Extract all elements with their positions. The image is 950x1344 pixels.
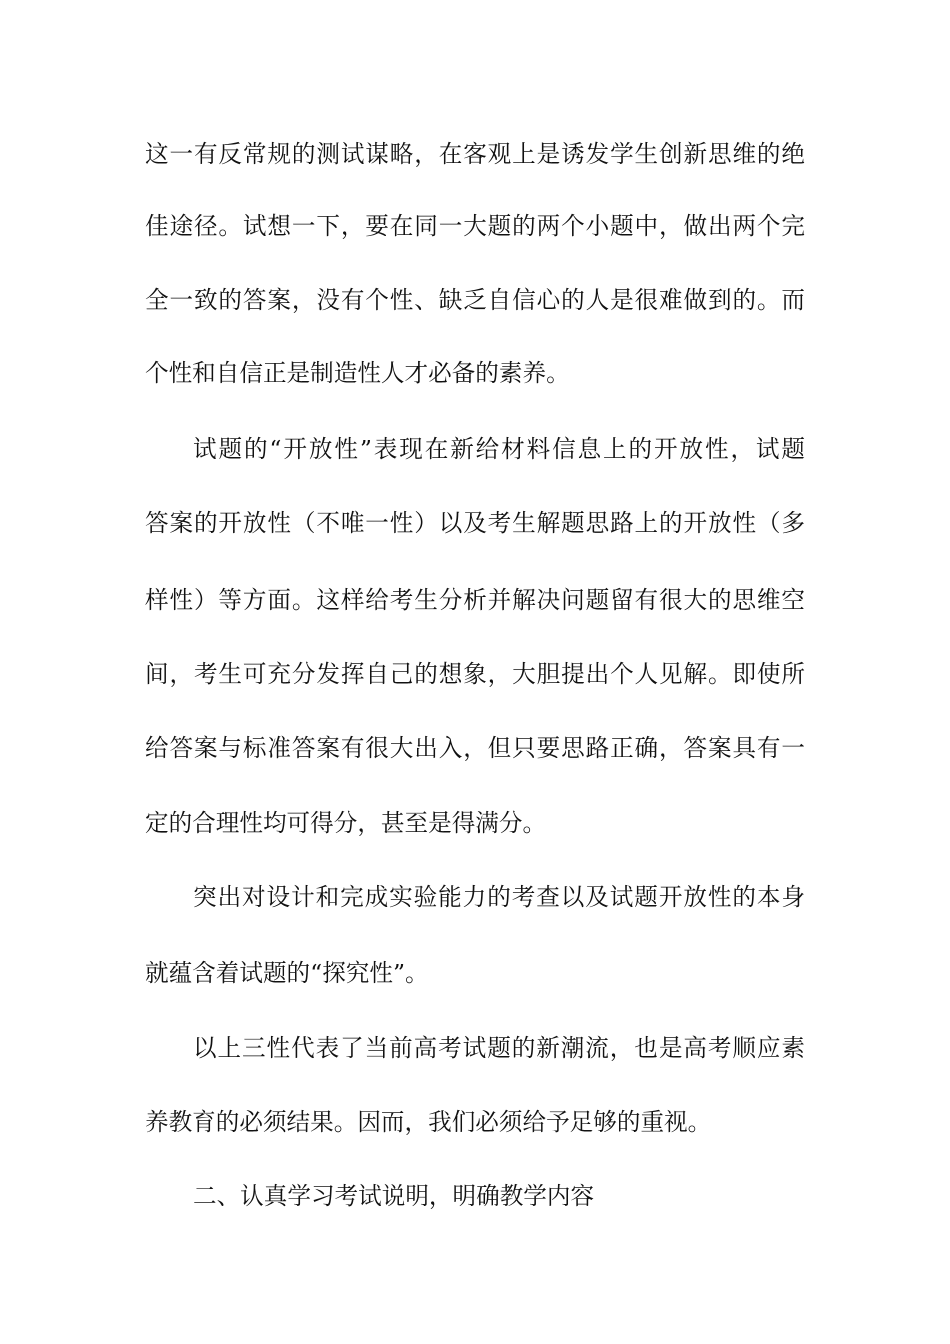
paragraph-1-line-3: 全一致的答案，没有个性、缺乏自信心的人是很难做到的。而: [145, 286, 805, 314]
paragraph-2-line-5: 给答案与标准答案有很大出入，但只要思路正确，答案具有一: [145, 734, 805, 762]
paragraph-3-line-2: 就蕴含着试题的“探究性”。: [145, 959, 429, 987]
paragraph-2-line-2: 答案的开放性（不唯一性）以及考生解题思路上的开放性（多: [145, 509, 805, 537]
paragraph-2-line-6: 定的合理性均可得分，甚至是得满分。: [145, 809, 547, 837]
paragraph-1-line-2: 佳途径。试想一下，要在同一大题的两个小题中，做出两个完: [145, 212, 805, 240]
paragraph-2-line-4: 间，考生可充分发挥自己的想象，大胆提出个人见解。即使所: [145, 660, 805, 688]
paragraph-2-line-1: 试题的“开放性”表现在新给材料信息上的开放性，试题: [193, 435, 805, 463]
paragraph-3-line-1: 突出对设计和完成实验能力的考查以及试题开放性的本身: [193, 883, 805, 911]
paragraph-1-line-4: 个性和自信正是制造性人才必备的素养。: [145, 359, 570, 387]
paragraph-4-line-2: 养教育的必须结果。因而，我们必须给予足够的重视。: [145, 1108, 712, 1136]
paragraph-1-line-1: 这一有反常规的测试谋略，在客观上是诱发学生创新思维的绝: [145, 140, 805, 168]
paragraph-4-line-1: 以上三性代表了当前高考试题的新潮流，也是高考顺应素: [193, 1034, 805, 1062]
paragraph-2-line-3: 样性）等方面。这样给考生分析并解决问题留有很大的思维空: [145, 586, 805, 614]
section-heading: 二、认真学习考试说明，明确教学内容: [193, 1182, 595, 1210]
